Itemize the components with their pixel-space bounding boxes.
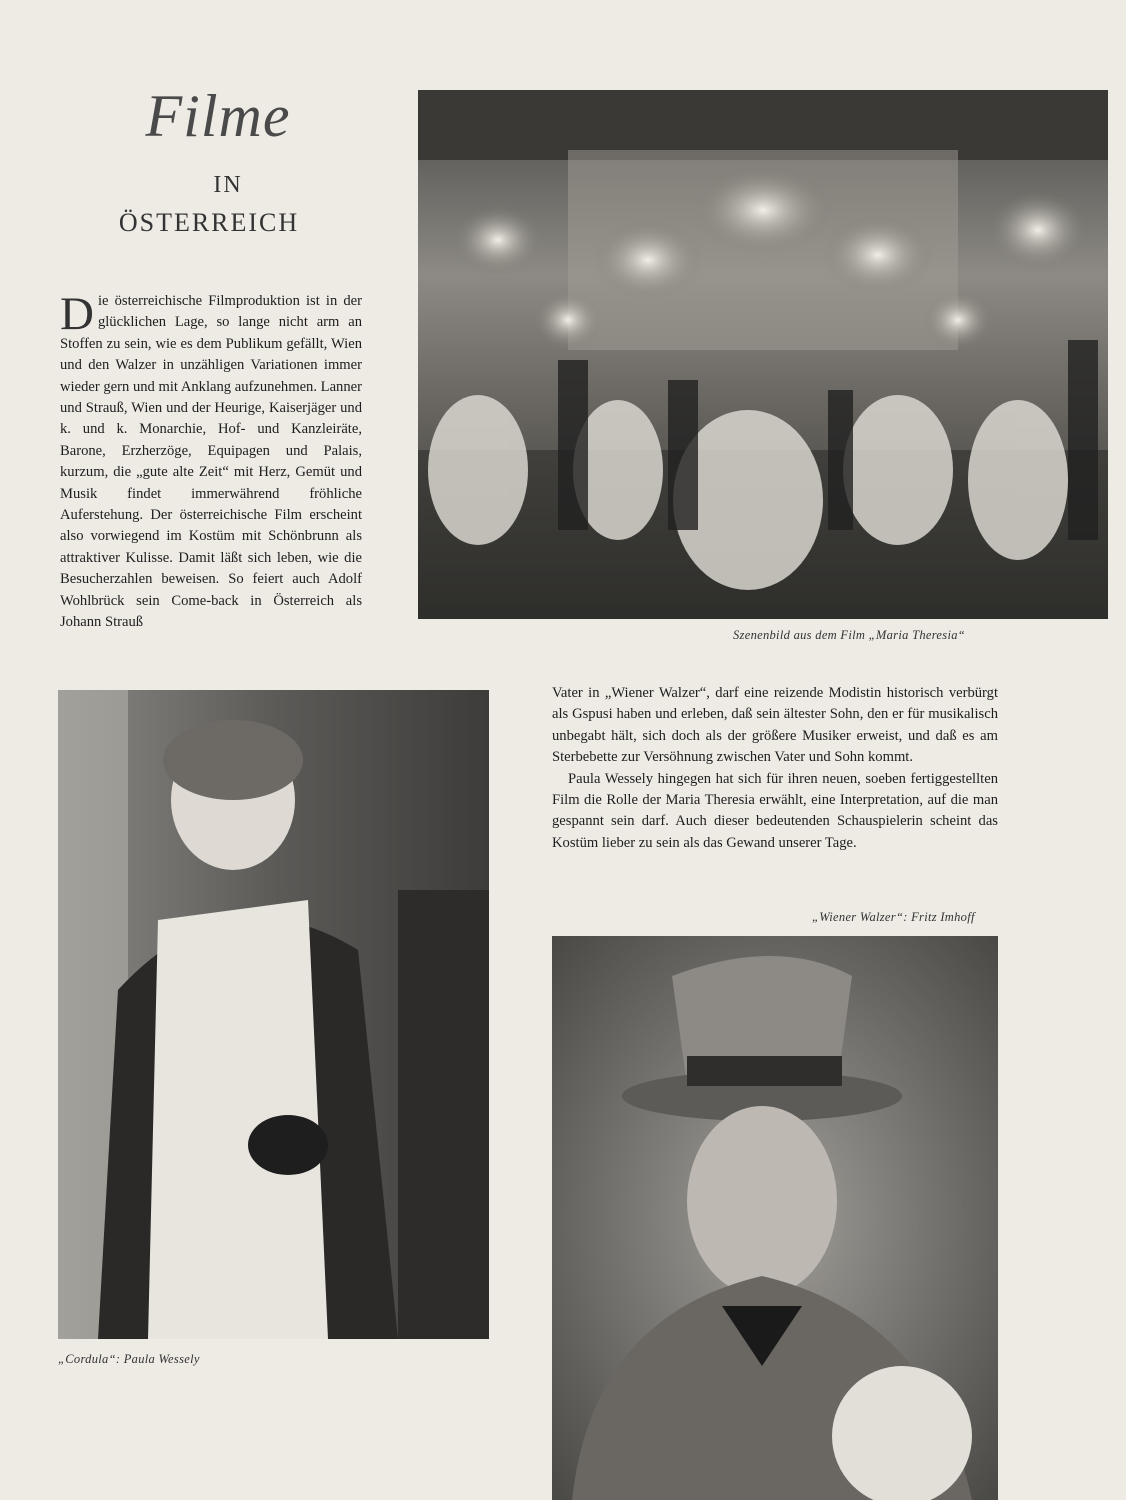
title-script: Filme [145,83,291,149]
title-in: IN [213,172,243,198]
cordula-photo [58,690,489,1339]
walzer-caption: „Wiener Walzer“: Fritz Imhoff [812,910,975,924]
ballroom-caption: Szenenbild aus dem Film „Maria Theresia“ [733,628,966,642]
continuation-paragraph-2: Paula Wessely hingegen hat sich für ihren neuen, soeben fertiggestellten Film die Rolle der Maria Theresia erwählt, eine Interpretation, auf die man gespannt sein darf. Auch dieser bedeutenden Schauspielerin scheint das Kostüm lieber zu sein als das Gewand unserer Tage. [552,770,998,851]
ballroom-photo [418,90,1108,619]
drop-cap: D [60,288,94,340]
continuation-text [552,683,998,854]
continuation-paragraph-1: Vater in „Wiener Walzer“, darf eine reizende Modistin historisch verbürgt als Gspusi haben und erleben, daß sein ältester Sohn, den er für musikalisch unbegabt hält, sich doch als der größere Musiker erweist, und daß es am Sterbebette zur Versöhnung zwischen Vater und Sohn kommt. [552,685,998,766]
intro-paragraph [60,288,362,634]
title-country: ÖSTERREICH [118,208,300,237]
walzer-photo [552,936,998,1500]
cordula-caption: „Cordula“: Paula Wessely [58,1352,200,1366]
intro-text: ie österreichische Filmproduktion ist in der glücklichen Lage, so lange nicht arm an Stoffen zu sein, wie es dem Publikum gefällt, Wien und den Walzer in unzähligen Variationen immer wieder gern und mit Anklang aufzunehmen. Lanner und Strauß, Wien und der Heurige, Kaiserjäger und k. und k. Monarchie, Hof- und Kanzleiräte, Barone, Erzherzöge, Equipagen und Palais, kurzum, die „gute alte Zeit“ mit Herz, Gemüt und Musik findet immerwährend fröhliche Auferstehung. Der österreichische Film erscheint also vorwiegend im Kostüm mit Schönbrunn als attraktiver Kulisse. Damit läßt sich leben, wie die Besucherzahlen beweisen. So feiert auch Adolf Wohlbrück sein Come-back in Österreich als Johann Strauß [60,293,362,631]
